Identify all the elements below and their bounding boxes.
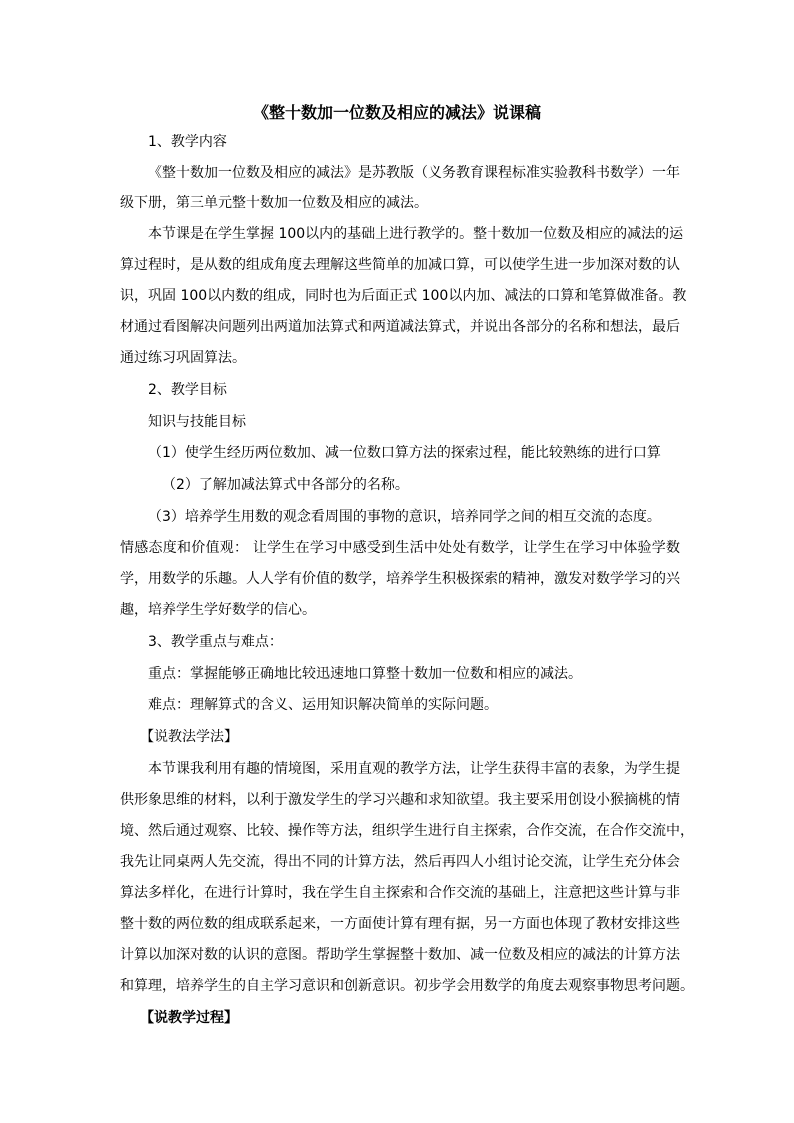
paragraph-line: 识，巩固 100以内数的组成，同时也为后面正式 100以内加、减法的口算和笔算做准备。教 [120,288,687,304]
paragraph-line: 计算以加深对数的认识的意图。帮助学生掌握整十数加、减一位数及相应的减法的计算方法 [120,947,680,963]
paragraph-line: 本节课是在学生掌握 100以内的基础上进行教学的。整十数加一位数及相应的减法的运 [148,226,684,242]
document-title: 《整十数加一位数及相应的减法》说课稿 [252,103,541,122]
goal-item-3: （3）培养学生用数的观念看周围的事物的意识，培养同学之间的相互交流的态度。 [148,509,661,525]
subheading-knowledge-goals: 知识与技能目标 [148,414,246,430]
section-heading-process: 【说教学过程】 [140,1010,238,1026]
paragraph-line: 算法多样化，在进行计算时，我在学生自主探索和合作交流的基础上，注意把这些计算与非 [120,885,680,901]
paragraph-line: 本节课我利用有趣的情境图，采用直观的教学方法，让学生获得丰富的表象，为学生提 [148,761,680,777]
section-heading-methods: 【说教法学法】 [140,729,238,745]
section-heading-content: 1、教学内容 [148,134,227,150]
paragraph-line: 算过程时，是从数的组成角度去理解这些简单的加减口算，可以使学生进一步加深对数的认 [120,257,680,273]
paragraph-line: 学，用数学的乐趣。人人学有价值的数学，培养学生积极探索的精神，激发对数学学习的兴 [120,571,680,587]
key-point-line: 重点：掌握能够正确地比较迅速地口算整十数加一位数和相应的减法。 [148,666,582,682]
paragraph-line: 我先让同桌两人先交流，得出不同的计算方法，然后再四人小组讨论交流，让学生充分体会 [120,854,680,870]
paragraph-line: 趣，培养学生学好数学的信心。 [120,602,316,618]
paragraph-line: 级下册，第三单元整十数加一位数及相应的减法。 [120,195,428,211]
paragraph-line: 材通过看图解决问题列出两道加法算式和两道减法算式，并说出各部分的名称和想法，最后 [120,319,680,335]
paragraph-line: 《整十数加一位数及相应的减法》是苏教版（义务教育课程标准实验教科书数学）一年 [148,165,680,181]
paragraph-line: 整十数的两位数的组成联系起来，一方面使计算有理有据，另一方面也体现了教材安排这些 [120,916,680,932]
goal-item-2: （2）了解加减法算式中各部分的名称。 [162,477,409,493]
paragraph-line: 供形象思维的材料，以利于激发学生的学习兴趣和求知欲望。我主要采用创设小猴摘桃的情 [120,792,680,808]
goal-item-1: （1）使学生经历两位数加、减一位数口算方法的探索过程，能比较熟练的进行口算 [148,445,661,461]
difficulty-line: 难点：理解算式的含义、运用知识解决简单的实际问题。 [148,697,498,713]
paragraph-line: 情感态度和价值观： 让学生在学习中感受到生活中处处有数学，让学生在学习中体验学数 [120,540,680,556]
section-heading-goals: 2、教学目标 [148,382,227,398]
paragraph-line: 境、然后通过观察、比较、操作等方法，组织学生进行自主探索，合作交流，在合作交流中， [120,823,694,839]
section-heading-key-points: 3、教学重点与难点： [148,634,283,650]
paragraph-line: 和算理，培养学生的自主学习意识和创新意识。初步学会用数学的角度去观察事物思考问题。 [120,978,694,994]
paragraph-line: 通过练习巩固算法。 [120,350,246,366]
